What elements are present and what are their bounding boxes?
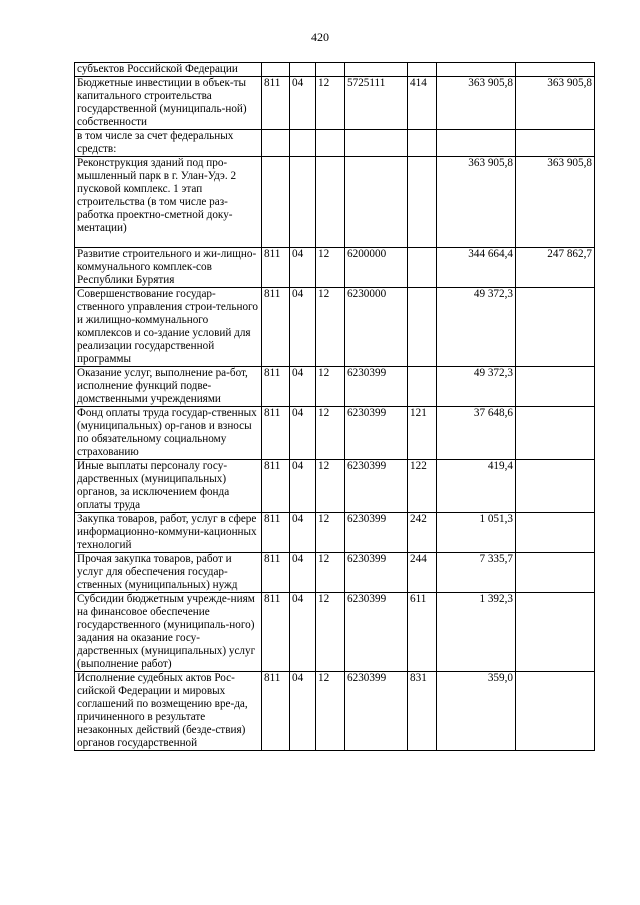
row-target-article: 6200000 [345, 248, 408, 288]
row-amount-total: 7 335,7 [437, 553, 516, 593]
table-row [75, 77, 595, 130]
row-subsection-code: 12 [316, 248, 345, 288]
row-section-code: 04 [290, 553, 316, 593]
row-amount-federal [516, 672, 595, 751]
row-expense-type [408, 248, 437, 288]
row-name: Совершенствование государ-ственного управления строи-тельного и жилищно-коммунального комплексов и со-здание условий для реализации государственной программы [75, 288, 262, 367]
row-target-article: 6230399 [345, 593, 408, 672]
row-grbs-code: 811 [262, 288, 290, 367]
row-expense-type [408, 288, 437, 367]
row-amount-federal [516, 367, 595, 407]
row-target-article: 6230399 [345, 367, 408, 407]
row-amount-total [437, 63, 516, 77]
row-amount-total: 359,0 [437, 672, 516, 751]
row-amount-federal [516, 593, 595, 672]
row-target-article [345, 63, 408, 77]
row-expense-type: 414 [408, 77, 437, 130]
row-section-code: 04 [290, 77, 316, 130]
row-amount-federal [516, 460, 595, 513]
row-amount-federal [516, 513, 595, 553]
row-grbs-code: 811 [262, 460, 290, 513]
row-name: Иные выплаты персоналу госу-дарственных (муниципальных) органов, за исключением фонда оплаты труда [75, 460, 262, 513]
table-row [75, 63, 595, 77]
row-subsection-code: 12 [316, 407, 345, 460]
row-expense-type: 121 [408, 407, 437, 460]
row-target-article [345, 130, 408, 157]
row-expense-type: 611 [408, 593, 437, 672]
row-amount-federal [516, 288, 595, 367]
row-name: Субсидии бюджетным учрежде-ниям на финансовое обеспечение государственного (муниципаль-ного) задания на оказание госу-дарственных (муниципальных) услуг (выполнение работ) [75, 593, 262, 672]
budget-table [74, 62, 595, 751]
row-name: субъектов Российской Федерации [75, 63, 262, 77]
row-grbs-code: 811 [262, 513, 290, 553]
table-row [75, 553, 595, 593]
row-subsection-code: 12 [316, 593, 345, 672]
row-subsection-code [316, 130, 345, 157]
row-name: Бюджетные инвестиции в объек-ты капитального строительства государственной (муниципаль-ной) собственности [75, 77, 262, 130]
row-expense-type: 831 [408, 672, 437, 751]
table-row [75, 593, 595, 672]
table-row [75, 407, 595, 460]
row-section-code [290, 157, 316, 248]
row-grbs-code: 811 [262, 367, 290, 407]
row-grbs-code: 811 [262, 77, 290, 130]
row-target-article: 6230000 [345, 288, 408, 367]
row-target-article: 6230399 [345, 672, 408, 751]
row-amount-total: 49 372,3 [437, 367, 516, 407]
row-name: Фонд оплаты труда государ-ственных (муниципальных) ор-ганов и взносы по обязательному социальному страхованию [75, 407, 262, 460]
row-section-code: 04 [290, 672, 316, 751]
row-amount-total: 1 392,3 [437, 593, 516, 672]
row-amount-federal: 247 862,7 [516, 248, 595, 288]
row-target-article: 6230399 [345, 460, 408, 513]
row-amount-total: 419,4 [437, 460, 516, 513]
row-amount-federal: 363 905,8 [516, 77, 595, 130]
row-expense-type: 122 [408, 460, 437, 513]
row-name: Прочая закупка товаров, работ и услуг для обеспечения государ-ственных (муниципальных) нужд [75, 553, 262, 593]
row-grbs-code: 811 [262, 553, 290, 593]
row-amount-federal: 363 905,8 [516, 157, 595, 248]
row-expense-type [408, 157, 437, 248]
row-subsection-code: 12 [316, 460, 345, 513]
row-grbs-code [262, 157, 290, 248]
row-grbs-code [262, 63, 290, 77]
row-expense-type: 242 [408, 513, 437, 553]
row-target-article [345, 157, 408, 248]
row-grbs-code: 811 [262, 248, 290, 288]
row-section-code: 04 [290, 248, 316, 288]
table-row [75, 288, 595, 367]
row-name: Закупка товаров, работ, услуг в сфере информационно-коммуни-кационных технологий [75, 513, 262, 553]
row-grbs-code: 811 [262, 672, 290, 751]
row-section-code: 04 [290, 288, 316, 367]
row-subsection-code: 12 [316, 553, 345, 593]
row-amount-total: 363 905,8 [437, 77, 516, 130]
row-amount-total: 1 051,3 [437, 513, 516, 553]
row-amount-federal [516, 63, 595, 77]
row-amount-total [437, 130, 516, 157]
row-expense-type [408, 130, 437, 157]
row-amount-federal [516, 130, 595, 157]
row-target-article: 6230399 [345, 407, 408, 460]
row-subsection-code [316, 63, 345, 77]
table-row [75, 367, 595, 407]
row-expense-type [408, 63, 437, 77]
row-grbs-code [262, 130, 290, 157]
table-body [75, 63, 595, 751]
table-row [75, 513, 595, 553]
page-number: 420 [311, 30, 329, 44]
row-name: Реконструкция зданий под про-мышленный парк в г. Улан-Удэ. 2 пусковой комплекс. 1 этап строительства (в том числе раз-работка проектно-сметной доку-ментации) [75, 157, 262, 248]
row-name: в том числе за счет федеральных средств: [75, 130, 262, 157]
row-subsection-code: 12 [316, 672, 345, 751]
row-target-article: 6230399 [345, 553, 408, 593]
row-section-code [290, 130, 316, 157]
row-name: Оказание услуг, выполнение ра-бот, исполнение функций подве-домственными учреждениями [75, 367, 262, 407]
row-grbs-code: 811 [262, 407, 290, 460]
row-amount-total: 344 664,4 [437, 248, 516, 288]
row-target-article: 6230399 [345, 513, 408, 553]
row-section-code: 04 [290, 460, 316, 513]
row-subsection-code: 12 [316, 288, 345, 367]
row-name: Развитие строительного и жи-лищно-коммунального комплек-сов Республики Бурятия [75, 248, 262, 288]
row-section-code: 04 [290, 593, 316, 672]
row-amount-total: 37 648,6 [437, 407, 516, 460]
row-section-code: 04 [290, 367, 316, 407]
row-subsection-code: 12 [316, 367, 345, 407]
row-amount-total: 49 372,3 [437, 288, 516, 367]
row-amount-total: 363 905,8 [437, 157, 516, 248]
row-amount-federal [516, 407, 595, 460]
row-amount-federal [516, 553, 595, 593]
row-section-code [290, 63, 316, 77]
table-row [75, 248, 595, 288]
row-subsection-code: 12 [316, 77, 345, 130]
row-expense-type [408, 367, 437, 407]
row-expense-type: 244 [408, 553, 437, 593]
row-name: Исполнение судебных актов Рос-сийской Федерации и мировых соглашений по возмещению вре-да, причиненного в результате незаконных действий (безде-ствия) органов государственной [75, 672, 262, 751]
row-section-code: 04 [290, 513, 316, 553]
table-row [75, 672, 595, 751]
row-subsection-code [316, 157, 345, 248]
table-row [75, 130, 595, 157]
row-target-article: 5725111 [345, 77, 408, 130]
table-row [75, 157, 595, 248]
row-section-code: 04 [290, 407, 316, 460]
row-subsection-code: 12 [316, 513, 345, 553]
table-row [75, 460, 595, 513]
row-grbs-code: 811 [262, 593, 290, 672]
